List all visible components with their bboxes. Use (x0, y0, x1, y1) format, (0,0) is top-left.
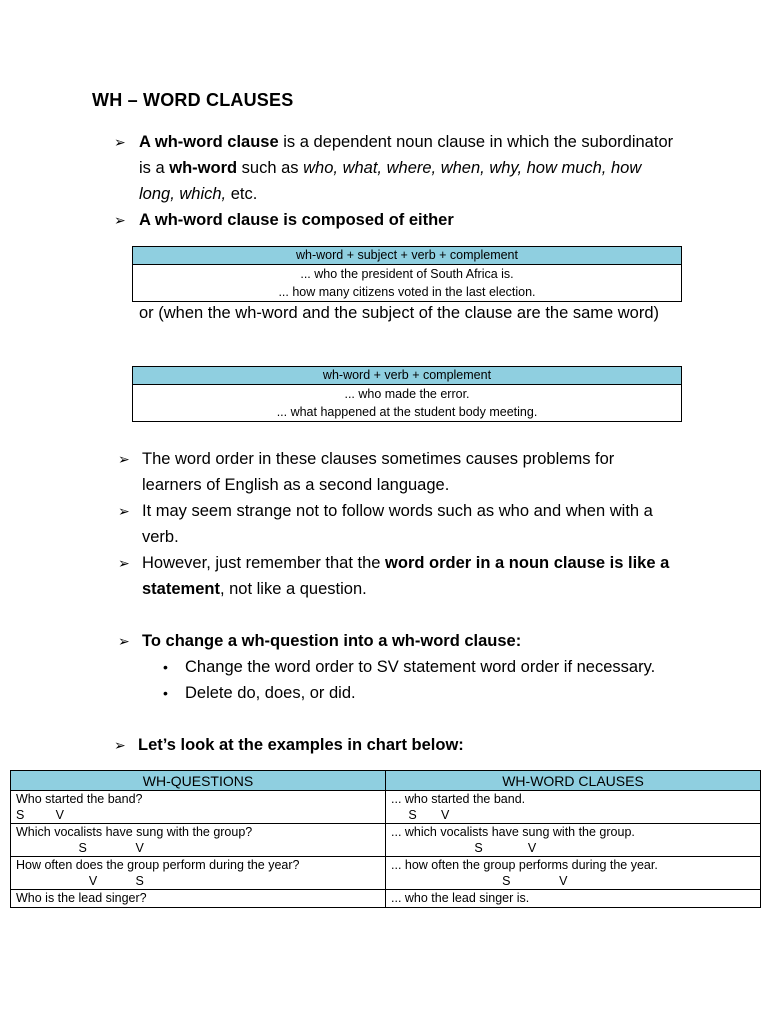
sv-markers: S V (16, 840, 144, 855)
arrow-bullet-icon: ➢ (118, 555, 130, 571)
table-header-row (11, 771, 761, 791)
question-cell (11, 824, 386, 857)
question-text: How often does the group perform during the year? (16, 858, 300, 872)
bullet-dot-icon: • (163, 685, 168, 701)
bullet-definition (114, 129, 674, 207)
term-bold: A wh-word clause (139, 133, 279, 151)
arrow-bullet-icon: ➢ (118, 451, 130, 467)
text: is a dependent noun clause in which the subordinator is a (139, 133, 674, 177)
table-header: wh-word + verb + complement (133, 367, 681, 385)
list-item (160, 680, 660, 706)
column-header: WH-WORD CLAUSES (386, 771, 761, 791)
table-row (11, 857, 761, 890)
question-cell (11, 791, 386, 824)
table-row: ... who the president of South Africa is. (300, 267, 514, 281)
clause-text: ... which vocalists have sung with the group. (391, 825, 635, 839)
clause-text: ... who started the band. (391, 792, 526, 806)
arrow-bullet-icon: ➢ (114, 212, 126, 228)
or-text-content: or (when the wh-word and the subject of the clause are the same word) (139, 304, 660, 322)
bullet-remember (118, 550, 678, 602)
text: However, just remember that the (142, 554, 386, 572)
question-text: Who started the band? (16, 792, 143, 806)
bullet-text: A wh-word clause is composed of either (139, 211, 454, 229)
text-2: such as (237, 159, 304, 177)
question-cell (11, 890, 386, 908)
bullet-text: Let’s look at the examples in chart below: (138, 736, 464, 754)
sv-markers: S V (391, 873, 568, 888)
arrow-bullet-icon: ➢ (118, 503, 130, 519)
examples-italic: who, what, where, when, why, how much, how long, which, (139, 159, 642, 203)
table-row: ... how many citizens voted in the last election. (278, 285, 536, 299)
bullet-change-heading (118, 628, 678, 654)
clause-cell (386, 890, 761, 908)
bullet-composition (114, 207, 674, 233)
text-2: , not like a question. (219, 580, 367, 598)
clause-text: ... who the lead singer is. (391, 891, 530, 905)
steps-list (160, 654, 660, 706)
sv-markers: S V (391, 840, 537, 855)
page-title: WH – WORD CLAUSES (92, 90, 294, 110)
bullet-strange (118, 498, 678, 550)
clause-cell (386, 857, 761, 890)
sv-markers: S V (391, 807, 450, 822)
list-item (160, 654, 660, 680)
step-text: Change the word order to SV statement word order if necessary. (185, 658, 656, 676)
table-row (11, 791, 761, 824)
column-header: WH-QUESTIONS (11, 771, 386, 791)
question-text: Who is the lead singer? (16, 891, 147, 905)
arrow-bullet-icon: ➢ (118, 633, 130, 649)
clause-text: ... how often the group performs during the year. (391, 858, 658, 872)
examples-table (10, 770, 761, 908)
step-text: Delete do, does, or did. (185, 684, 356, 702)
table-row (11, 824, 761, 857)
table-header: wh-word + subject + verb + complement (133, 247, 681, 265)
table-row: ... what happened at the student body meeting. (276, 405, 538, 419)
sv-markers: V S (16, 873, 144, 888)
table-row (11, 890, 761, 908)
arrow-bullet-icon: ➢ (114, 737, 126, 753)
emphasis-bold: word order in a noun clause is like a statement (142, 554, 670, 598)
or-text (114, 300, 674, 326)
bullet-word-order (118, 446, 678, 498)
structure-table-1 (132, 246, 682, 302)
arrow-bullet-icon: ➢ (114, 134, 126, 150)
question-text: Which vocalists have sung with the group? (16, 825, 253, 839)
table-row: ... who made the error. (344, 387, 470, 401)
text-3: etc. (226, 185, 258, 203)
sv-markers: S V (16, 807, 64, 822)
bullet-text: The word order in these clauses sometimes causes problems for learners of English as a second language. (142, 450, 615, 494)
bullet-examples (114, 732, 674, 758)
clause-cell (386, 824, 761, 857)
structure-table-2 (132, 366, 682, 422)
question-cell (11, 857, 386, 890)
bullet-dot-icon: • (163, 659, 168, 675)
term-bold-2: wh-word (169, 159, 238, 177)
bullet-text: It may seem strange not to follow words such as who and when with a verb. (142, 502, 653, 546)
clause-cell (386, 791, 761, 824)
bullet-text: To change a wh-question into a wh-word clause: (142, 632, 522, 650)
